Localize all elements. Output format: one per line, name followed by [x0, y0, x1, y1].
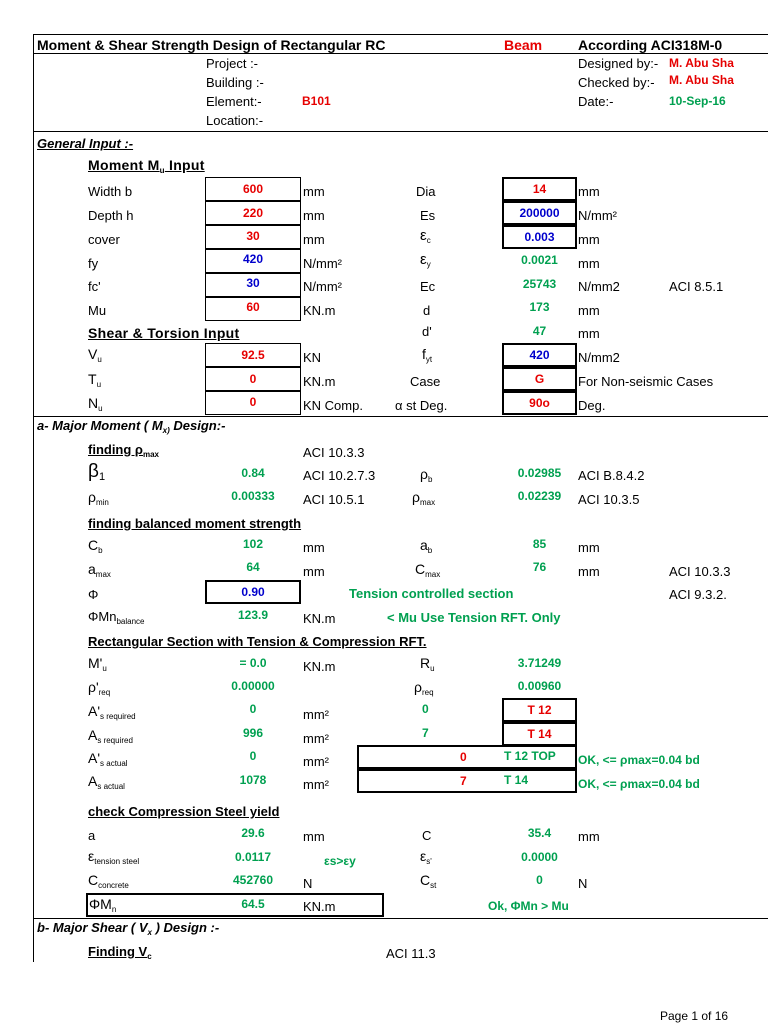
element-value: B101: [302, 94, 331, 108]
yield-heading: check Compression Steel yield: [88, 804, 280, 819]
shear-torsion-heading: Shear & Torsion Input: [88, 325, 240, 341]
building-label: Building :-: [206, 75, 264, 90]
c-unit: mm: [578, 829, 600, 844]
phi-mn-label: $\Phi M_n$: [89, 896, 117, 914]
c-steel-value: 0: [536, 873, 543, 887]
mu-label: Mu: [88, 303, 107, 318]
phi-note: Tension controlled section: [349, 586, 514, 601]
Ec-label: Ec: [420, 279, 436, 294]
phi-reference: ACI 9.3.2.: [669, 587, 727, 602]
as-actual-unit: mm²: [303, 777, 329, 792]
mu-prime-value: = 0.0: [239, 656, 267, 670]
phi-value: 0.90: [241, 585, 265, 599]
eps-sprime-value: 0.0000: [521, 850, 558, 864]
as-actual-label: $A_{s actual}$: [88, 773, 125, 791]
phimn-balance-note: < Mu Use Tension RFT. Only: [387, 610, 561, 625]
cmax-unit: mm: [578, 564, 600, 579]
depth-label: Depth h: [88, 208, 134, 223]
major-shear-heading: b- Major Shear ( $V_x$ ) Design :-: [37, 920, 220, 937]
a-unit: mm: [303, 829, 325, 844]
alpha-input[interactable]: 90o: [529, 396, 550, 410]
eps-tension-label: $\varepsilon_{tension steel}$: [88, 848, 140, 866]
mu-unit: KN.m: [303, 303, 336, 318]
as-actual-value: 1078: [239, 773, 267, 787]
width-unit: mm: [303, 184, 325, 199]
rho-max-ref-2: ACI 10.3.5: [578, 492, 640, 507]
case-label: Case: [410, 374, 441, 389]
general-input-heading: General Input :-: [37, 136, 134, 151]
alpha-label: α st Deg.: [395, 398, 448, 413]
rho-max-heading: finding $\rho_{max}$: [88, 442, 159, 459]
as-actual-bar: T 14: [504, 773, 529, 787]
cmax-value: 76: [532, 560, 547, 574]
as-prime-required-value: 0: [249, 702, 257, 716]
rho-min-value: 0.00333: [231, 489, 275, 503]
page-number: Page 1 of 16: [660, 1009, 729, 1023]
as-required-label: $A_{s required}$: [88, 727, 133, 745]
amax-value: 64: [246, 560, 260, 574]
phi-mn-unit: KN.m: [303, 899, 336, 914]
eps-sprime-label: $\varepsilon_{s'}$: [420, 848, 432, 866]
c-label: C: [422, 828, 432, 843]
ru-value: 3.71249: [517, 656, 562, 670]
member-type: Beam: [504, 37, 543, 53]
c-concrete-value: 452760: [232, 873, 274, 887]
document-title: Moment & Shear Strength Design of Rectangular RC: [37, 37, 386, 53]
width-label: Width b: [88, 184, 133, 199]
cover-input[interactable]: 30: [246, 229, 260, 243]
eps-tension-value: 0.0117: [234, 850, 272, 864]
cb-unit: mm: [303, 540, 325, 555]
ec-input[interactable]: 0.003: [524, 230, 555, 244]
mu-input[interactable]: 60: [246, 300, 260, 314]
a-label: a: [88, 828, 96, 843]
depth-unit: mm: [303, 208, 325, 223]
dprime-value: 47: [532, 324, 547, 338]
as-actual-check: OK, <= ρmax=0.04 bd: [578, 777, 700, 791]
rho-b-value: 0.02985: [517, 466, 562, 480]
as-prime-actual-value: 0: [249, 749, 257, 763]
element-label: Element:-: [206, 94, 262, 109]
fyt-input[interactable]: 420: [529, 348, 550, 362]
tu-label: $T_u$: [88, 371, 102, 389]
phimn-balance-label: ΦMn$_{balance}$: [88, 609, 145, 626]
as-prime-actual-bar: T 12 TOP: [504, 749, 556, 763]
date-value: 10-Sep-16: [669, 94, 726, 108]
fy-input[interactable]: 420: [242, 252, 264, 266]
c-steel-label: $C_{st}$: [420, 872, 437, 890]
case-input[interactable]: G: [534, 372, 545, 386]
rho-max-reference: ACI 10.3.3: [303, 445, 365, 460]
location-label: Location:-: [206, 113, 264, 128]
major-moment-heading: a- Major Moment ( $M_{x)}$ Design:-: [37, 418, 226, 435]
fy-unit: N/mm²: [303, 256, 342, 271]
as-required-value: 996: [242, 726, 264, 740]
amax-unit: mm: [303, 564, 325, 579]
tu-unit: KN.m: [303, 374, 336, 389]
fyt-unit: N/mm2: [578, 350, 620, 365]
rho-prime-req-label: $\rho'_{req}$: [88, 679, 111, 697]
cover-unit: mm: [303, 232, 325, 247]
Ec-unit: N/mm2: [578, 279, 620, 294]
cmax-reference: ACI 10.3.3: [669, 564, 731, 579]
rho-req-value: 0.00960: [517, 679, 562, 693]
design-code: According ACI318M-0: [578, 37, 723, 53]
date-label: Date:-: [578, 94, 614, 109]
fc-unit: N/mm²: [303, 279, 342, 294]
as-actual-count: 7: [460, 774, 467, 788]
alpha-unit: Deg.: [578, 398, 606, 413]
rho-min-label: $\rho_{min}$: [88, 489, 109, 507]
as-prime-actual-check: OK, <= ρmax=0.04 bd: [578, 753, 700, 767]
es-label: Es: [420, 208, 436, 223]
as-prime-actual-label: $A'_{s actual}$: [88, 750, 128, 768]
ey-label: $\varepsilon_y$: [420, 251, 431, 269]
vu-unit: KN: [303, 350, 322, 365]
fc-input[interactable]: 30: [246, 276, 260, 290]
c-value: 35.4: [527, 826, 552, 840]
es-input[interactable]: 200000: [519, 206, 560, 220]
depth-input[interactable]: 220: [242, 206, 264, 220]
rho-prime-req-value: 0.00000: [231, 679, 275, 693]
as-required-count: 7: [422, 726, 429, 740]
fy-label: fy: [88, 256, 99, 271]
phi-mn-value: 64.5: [241, 897, 265, 911]
as-prime-required-bar: T 12: [527, 703, 552, 717]
vu-label: $V_u$: [88, 346, 102, 364]
beta-value: 0.84: [241, 466, 265, 480]
ru-label: $R_u$: [420, 655, 435, 673]
c-concrete-label: $C_{concrete}$: [88, 872, 129, 890]
rho-max-label: $\rho_{max}$: [412, 489, 436, 507]
ey-unit: mm: [578, 256, 600, 271]
case-note: For Non-seismic Cases: [578, 374, 714, 389]
phimn-balance-unit: KN.m: [303, 611, 336, 626]
fc-label: fc': [88, 279, 101, 294]
rho-min-reference: ACI 10.5.1: [303, 492, 365, 507]
width-input[interactable]: 600: [242, 182, 264, 196]
moment-input-heading: Moment $M_u$ Input: [88, 157, 205, 175]
d-label: d: [423, 303, 431, 318]
as-required-bar: T 14: [527, 727, 552, 741]
dprime-label: d': [422, 324, 432, 339]
phimn-balance-value: 123.9: [237, 608, 269, 622]
rho-b-reference: ACI B.8.4.2: [578, 468, 645, 483]
vc-heading: Finding $V_c$: [88, 944, 152, 961]
eps-tension-note: εs>εy: [324, 854, 356, 868]
rho-req-label: $\rho_{req}$: [414, 679, 434, 697]
cover-label: cover: [88, 232, 120, 247]
amax-label: $a_{max}$: [88, 561, 111, 579]
as-prime-required-label: $A'_{s required}$: [88, 703, 136, 721]
phi-mn-check: Ok, ΦMn > Mu: [488, 899, 569, 913]
ab-unit: mm: [578, 540, 600, 555]
tu-input[interactable]: 0: [249, 372, 257, 386]
beta-label: $\beta_1$: [88, 461, 106, 483]
mu-prime-label: $M'_u$: [88, 655, 107, 673]
project-label: Project :-: [206, 56, 259, 71]
dia-input[interactable]: 14: [532, 182, 547, 196]
designed-by-label: Designed by:-: [578, 56, 659, 71]
Ec-reference: ACI 8.5.1: [669, 279, 724, 294]
cb-label: $C_b$: [88, 537, 103, 555]
dia-unit: mm: [578, 184, 600, 199]
c-concrete-unit: N: [303, 876, 313, 891]
vc-reference: ACI 11.3: [386, 946, 436, 961]
c-steel-unit: N: [578, 876, 588, 891]
phi-label: Φ: [88, 587, 99, 602]
as-prime-actual-count: 0: [460, 750, 467, 764]
nu-unit: KN Comp.: [303, 398, 363, 413]
as-prime-required-unit: mm²: [303, 707, 329, 722]
as-required-unit: mm²: [303, 731, 329, 746]
checked-by-label: Checked by:-: [578, 75, 655, 90]
as-prime-actual-unit: mm²: [303, 754, 329, 769]
nu-input[interactable]: 0: [249, 395, 257, 409]
mu-prime-unit: KN.m: [303, 659, 336, 674]
cmax-label: $C_{max}$: [415, 561, 441, 579]
rect-section-heading: Rectangular Section with Tension & Compression RFT.: [88, 634, 427, 649]
designed-by-value: M. Abu Sha: [669, 56, 734, 70]
dprime-unit: mm: [578, 326, 600, 341]
beta-reference: ACI 10.2.7.3: [303, 468, 376, 483]
d-unit: mm: [578, 303, 600, 318]
ab-value: 85: [532, 537, 547, 551]
es-unit: N/mm²: [578, 208, 617, 223]
ec-label: $\varepsilon_c$: [420, 227, 431, 245]
Ec-value: 25743: [522, 277, 557, 291]
ab-label: $a_b$: [420, 537, 433, 555]
nu-label: $N_u$: [88, 395, 103, 413]
ey-value: 0.0021: [521, 253, 558, 267]
a-value: 29.6: [241, 826, 265, 840]
rho-b-label: $\rho_b$: [420, 466, 433, 484]
rho-max-value: 0.02239: [517, 489, 562, 503]
dia-label: Dia: [416, 184, 436, 199]
fyt-label: $f_{yt}$: [422, 346, 433, 364]
cb-value: 102: [242, 537, 264, 551]
d-value: 173: [529, 300, 550, 314]
ec-unit: mm: [578, 232, 600, 247]
vu-input[interactable]: 92.5: [241, 348, 265, 362]
balanced-heading: finding balanced moment strength: [88, 516, 302, 531]
checked-by-value: M. Abu Sha: [669, 73, 734, 87]
as-prime-required-count: 0: [422, 702, 429, 716]
